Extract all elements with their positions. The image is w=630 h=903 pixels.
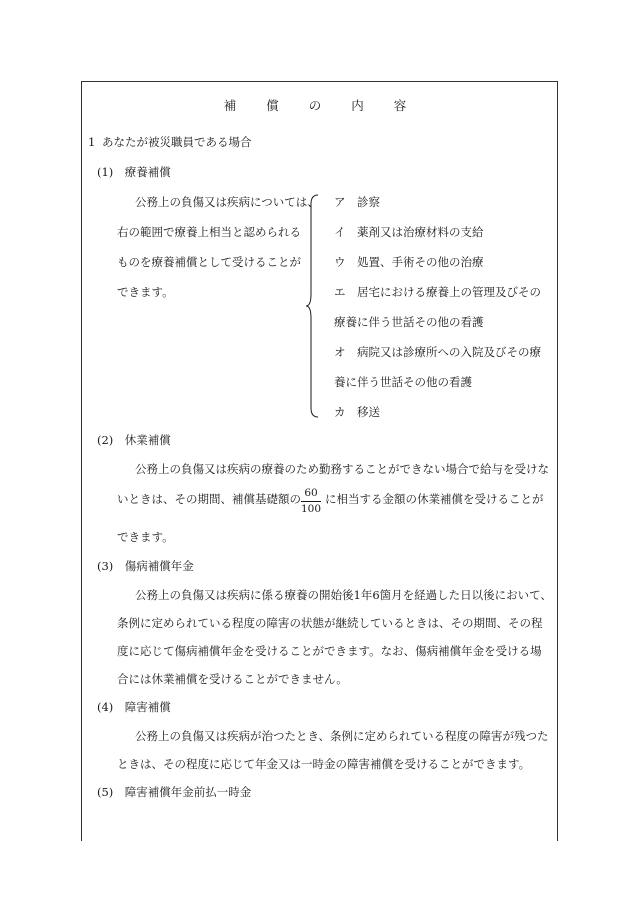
section-number: 1 xyxy=(88,135,96,149)
list-item: ア 診察 xyxy=(334,195,380,209)
paragraph-line: 度に応じて傷病補償年金を受けることができます。なお、傷病補償年金を受ける場 xyxy=(117,644,542,658)
paragraph-line: 条例に定められている程度の障害の状態が継続しているときは、その期間、その程 xyxy=(117,616,543,630)
list-item: オ 病院又は診療所への入院及びその療 xyxy=(334,345,541,359)
fraction-numerator: 60 xyxy=(301,488,321,502)
title-char: 内 xyxy=(351,98,364,113)
page-title xyxy=(0,100,630,113)
title-char: 容 xyxy=(393,98,407,113)
subsection-heading: (3) 傷病補償年金 xyxy=(97,559,194,573)
paragraph-line: 右の範囲で療養上相当と認められる xyxy=(117,225,301,239)
subsection-heading: (2) 休業補償 xyxy=(97,433,171,447)
fraction xyxy=(301,488,321,514)
list-item: 養に伴う世話その他の看護 xyxy=(334,375,472,389)
subsection-heading: (5) 障害補償年金前払一時金 xyxy=(97,785,252,799)
list-item: ウ 処置、手術その他の治療 xyxy=(334,255,484,269)
paragraph-line: 公務上の負傷又は疾病が治つたとき、条例に定められている程度の障害が残つた xyxy=(135,729,549,743)
list-item: カ 移送 xyxy=(334,405,380,419)
title-char: 償 xyxy=(266,98,279,113)
paragraph-line: 公務上の負傷又は疾病の療養のため勤務することができない場合で給与を受けな xyxy=(135,462,549,476)
paragraph-line: ときは、その程度に応じて年金又は一時金の障害補償を受けることができます。 xyxy=(117,757,531,771)
section-heading: あなたが被災職員である場合 xyxy=(102,135,252,149)
subsection-heading: (4) 障害補償 xyxy=(97,700,171,714)
list-item: 療養に伴う世話その他の看護 xyxy=(334,315,484,329)
paragraph-line: いときは、その期間、補償基礎額の xyxy=(117,492,301,506)
paragraph-line: 公務上の負傷又は疾病に係る療養の開始後1年6箇月を経過した日以後において、 xyxy=(135,588,552,602)
fraction-denominator: 100 xyxy=(301,502,322,515)
paragraph-line: できます。 xyxy=(117,530,174,544)
paragraph-line: ものを療養補償として受けることが xyxy=(117,255,301,269)
list-item: イ 薬剤又は治療材料の支給 xyxy=(334,225,484,239)
paragraph-line: に相当する金額の休業補償を受けることが xyxy=(325,492,544,506)
list-item: エ 居宅における療養上の管理及びその xyxy=(334,285,541,299)
title-char: の xyxy=(308,98,322,113)
paragraph-line: 公務上の負傷又は疾病については、 xyxy=(135,195,319,209)
paragraph-line: 合には休業補償を受けることができません。 xyxy=(117,672,348,686)
title-char: 補 xyxy=(223,98,237,113)
paragraph-line: できます。 xyxy=(117,285,174,299)
subsection-heading: (1) 療養補償 xyxy=(97,165,171,179)
curly-brace xyxy=(306,194,320,418)
